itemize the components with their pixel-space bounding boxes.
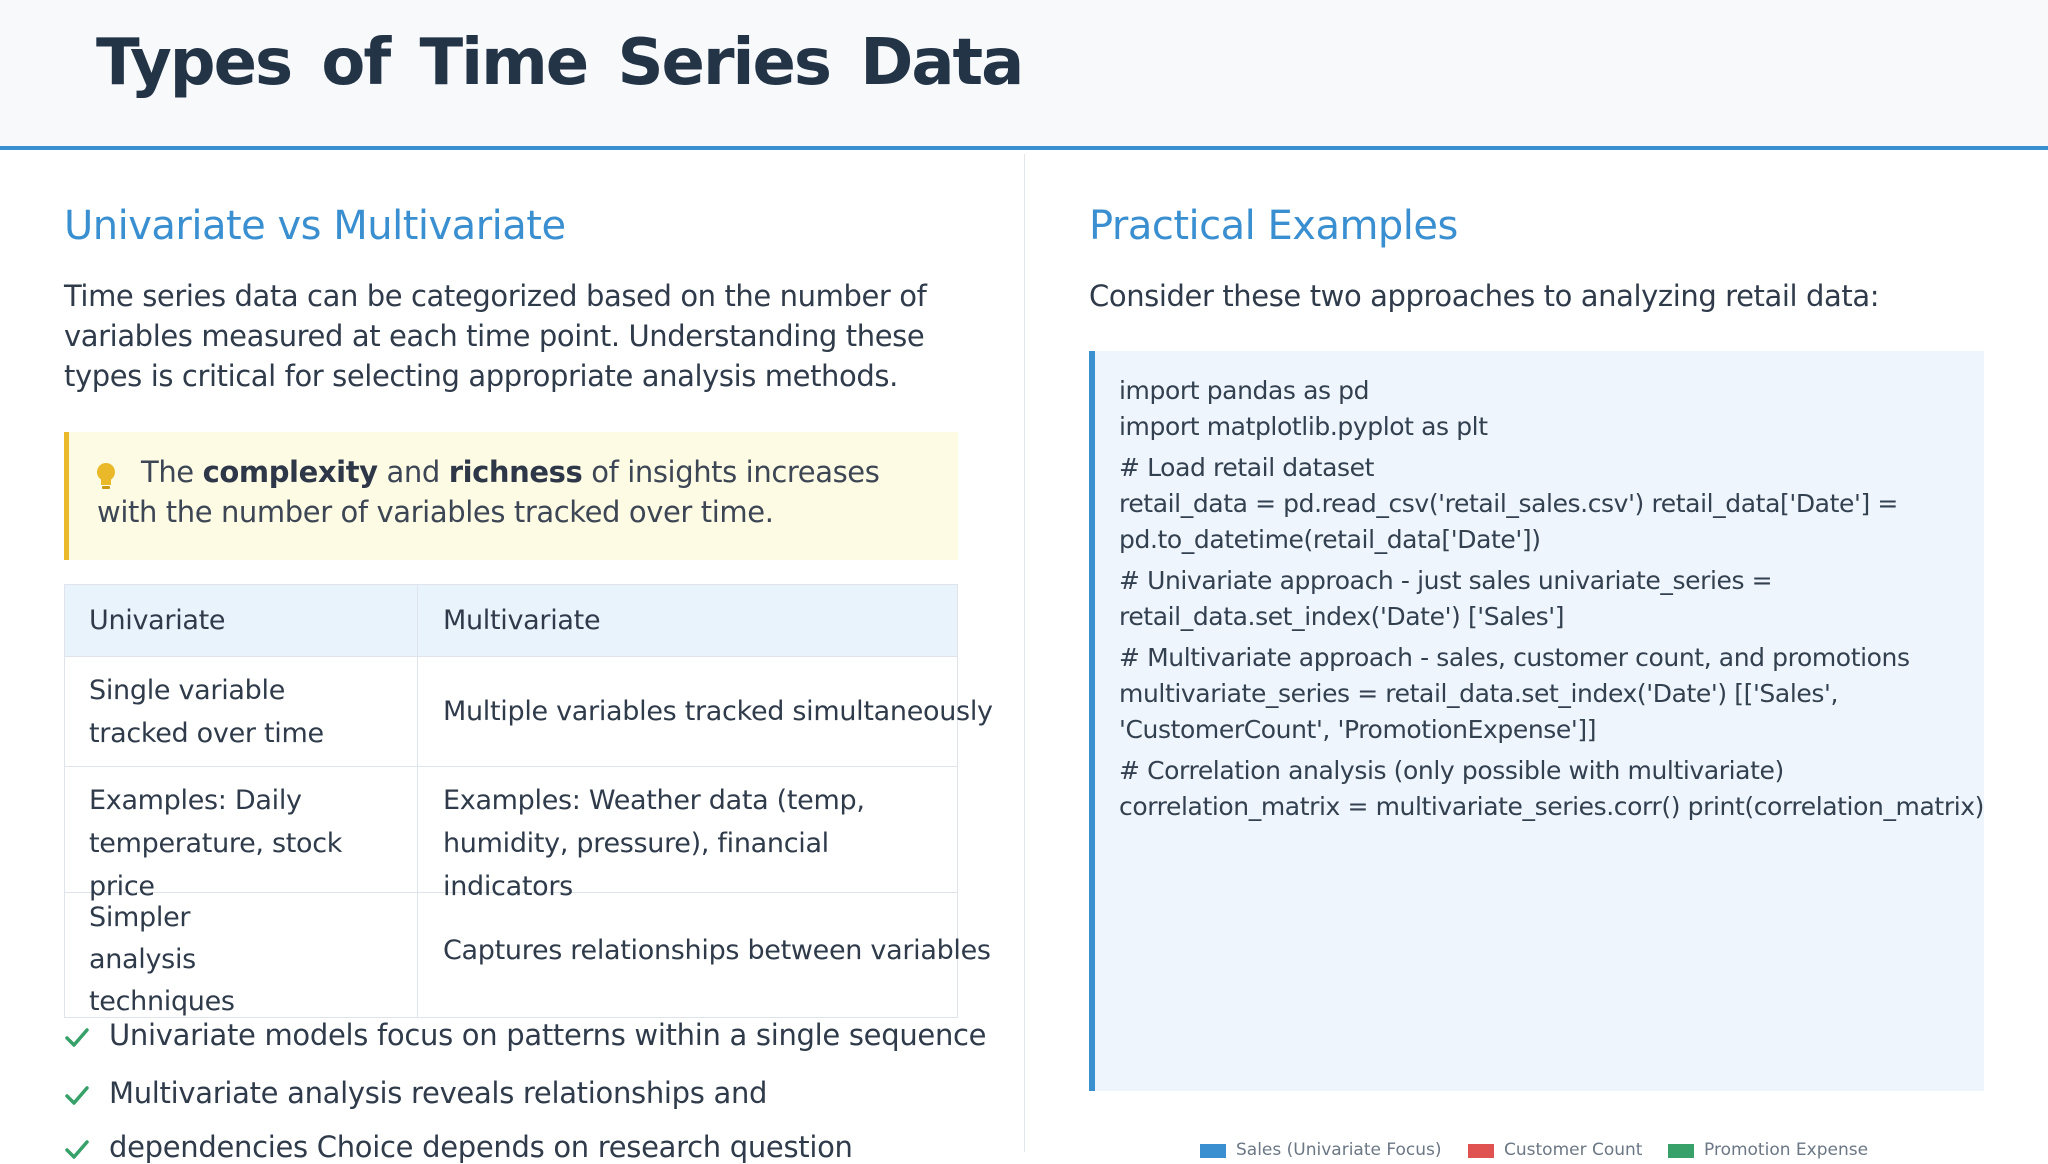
code-line: pd.to_datetime(retail_data['Date']) bbox=[1119, 525, 1541, 554]
table-cell: Multiple variables tracked simultaneously bbox=[443, 696, 993, 727]
code-line: retail_data = pd.read_csv('retail_sales.csv') retail_data['Date'] = bbox=[1119, 489, 1898, 518]
legend-label: Sales (Univariate Focus) bbox=[1236, 1140, 1442, 1160]
page-title: Types of Time Series Data bbox=[96, 26, 1023, 100]
table-row bbox=[65, 893, 991, 1017]
intro-line: variables measured at each time point. Understanding these bbox=[64, 319, 925, 353]
table-header-univariate: Univariate bbox=[89, 605, 226, 636]
cell-line: analysis bbox=[89, 944, 196, 975]
cell-line: techniques bbox=[89, 986, 235, 1017]
left-heading: Univariate vs Multivariate bbox=[64, 203, 566, 249]
code-comment-line: # Univariate approach - just sales univariate_series = bbox=[1119, 566, 1773, 595]
callout-text bbox=[97, 452, 947, 532]
right-intro: Consider these two approaches to analyzing retail data: bbox=[1089, 279, 1880, 313]
table-header-row bbox=[65, 585, 957, 657]
right-heading: Practical Examples bbox=[1089, 203, 1458, 249]
table-cell bbox=[443, 779, 963, 908]
cell-line: tracked over time bbox=[89, 718, 324, 749]
table-row bbox=[65, 767, 957, 902]
table-cell bbox=[89, 669, 389, 755]
code-line: 'CustomerCount', 'PromotionExpense']] bbox=[1119, 715, 1597, 744]
code-comment-line: # Load retail dataset bbox=[1119, 453, 1375, 482]
cell-line: Examples: Weather data (temp, bbox=[443, 785, 865, 816]
column-divider bbox=[1024, 154, 1025, 1152]
checklist-text: Multivariate analysis reveals relationships and bbox=[109, 1076, 768, 1110]
callout-text-part: and bbox=[377, 455, 449, 489]
cell-line: Examples: Daily bbox=[89, 785, 302, 816]
table-cell bbox=[89, 897, 389, 1023]
callout-text-part: The bbox=[141, 455, 203, 489]
code-line: multivariate_series = retail_data.set_index('Date') [['Sales', bbox=[1119, 679, 1838, 708]
checklist-text: dependencies Choice depends on research question bbox=[109, 1130, 853, 1164]
cell-line: indicators bbox=[443, 871, 573, 902]
code-line: correlation_matrix = multivariate_series.corr() print(correlation_matrix) bbox=[1119, 792, 1984, 821]
legend-swatch bbox=[1200, 1144, 1226, 1158]
code-line: import pandas as pd bbox=[1119, 376, 1370, 405]
legend-swatch bbox=[1468, 1144, 1494, 1158]
callout-text-part: of insights increases with the number of variables tracked over time. bbox=[97, 455, 880, 529]
code-comment-line: # Multivariate approach - sales, customer count, and promotions bbox=[1119, 643, 1910, 672]
table-cell: Captures relationships between variables bbox=[443, 935, 991, 966]
callout-bold-complexity: complexity bbox=[202, 455, 378, 489]
intro-line: types is critical for selecting appropriate analysis methods. bbox=[64, 359, 898, 393]
insight-callout bbox=[64, 432, 958, 560]
checkmark-icon bbox=[64, 1136, 90, 1162]
cell-line: price bbox=[89, 871, 155, 902]
legend-swatch bbox=[1668, 1144, 1694, 1158]
cell-line: temperature, stock bbox=[89, 828, 343, 859]
checklist-text: Univariate models focus on patterns within a single sequence bbox=[109, 1018, 987, 1052]
chart-legend bbox=[1200, 1140, 1980, 1160]
table-header-multivariate: Multivariate bbox=[443, 605, 601, 636]
table-row bbox=[65, 657, 993, 767]
code-line: import matplotlib.pyplot as plt bbox=[1119, 412, 1488, 441]
slide-header bbox=[0, 0, 2048, 150]
cell-line: humidity, pressure), financial bbox=[443, 828, 829, 859]
code-block[interactable] bbox=[1089, 351, 1984, 1091]
callout-bold-richness: richness bbox=[448, 455, 583, 489]
table-cell bbox=[89, 779, 389, 908]
checkmark-icon bbox=[64, 1082, 90, 1108]
checkmark-icon bbox=[64, 1024, 90, 1050]
code-comment-line: # Correlation analysis (only possible with multivariate) bbox=[1119, 756, 1784, 785]
intro-line: Time series data can be categorized based on the number of bbox=[64, 279, 927, 313]
cell-line: Single variable bbox=[89, 675, 286, 706]
legend-label: Customer Count bbox=[1504, 1140, 1643, 1160]
table-column-divider bbox=[417, 585, 418, 1017]
comparison-table bbox=[64, 584, 993, 1018]
code-line: retail_data.set_index('Date') ['Sales'] bbox=[1119, 602, 1565, 631]
left-intro bbox=[64, 276, 926, 396]
legend-label: Promotion Expense bbox=[1704, 1140, 1869, 1160]
cell-line: Simpler bbox=[89, 902, 191, 933]
